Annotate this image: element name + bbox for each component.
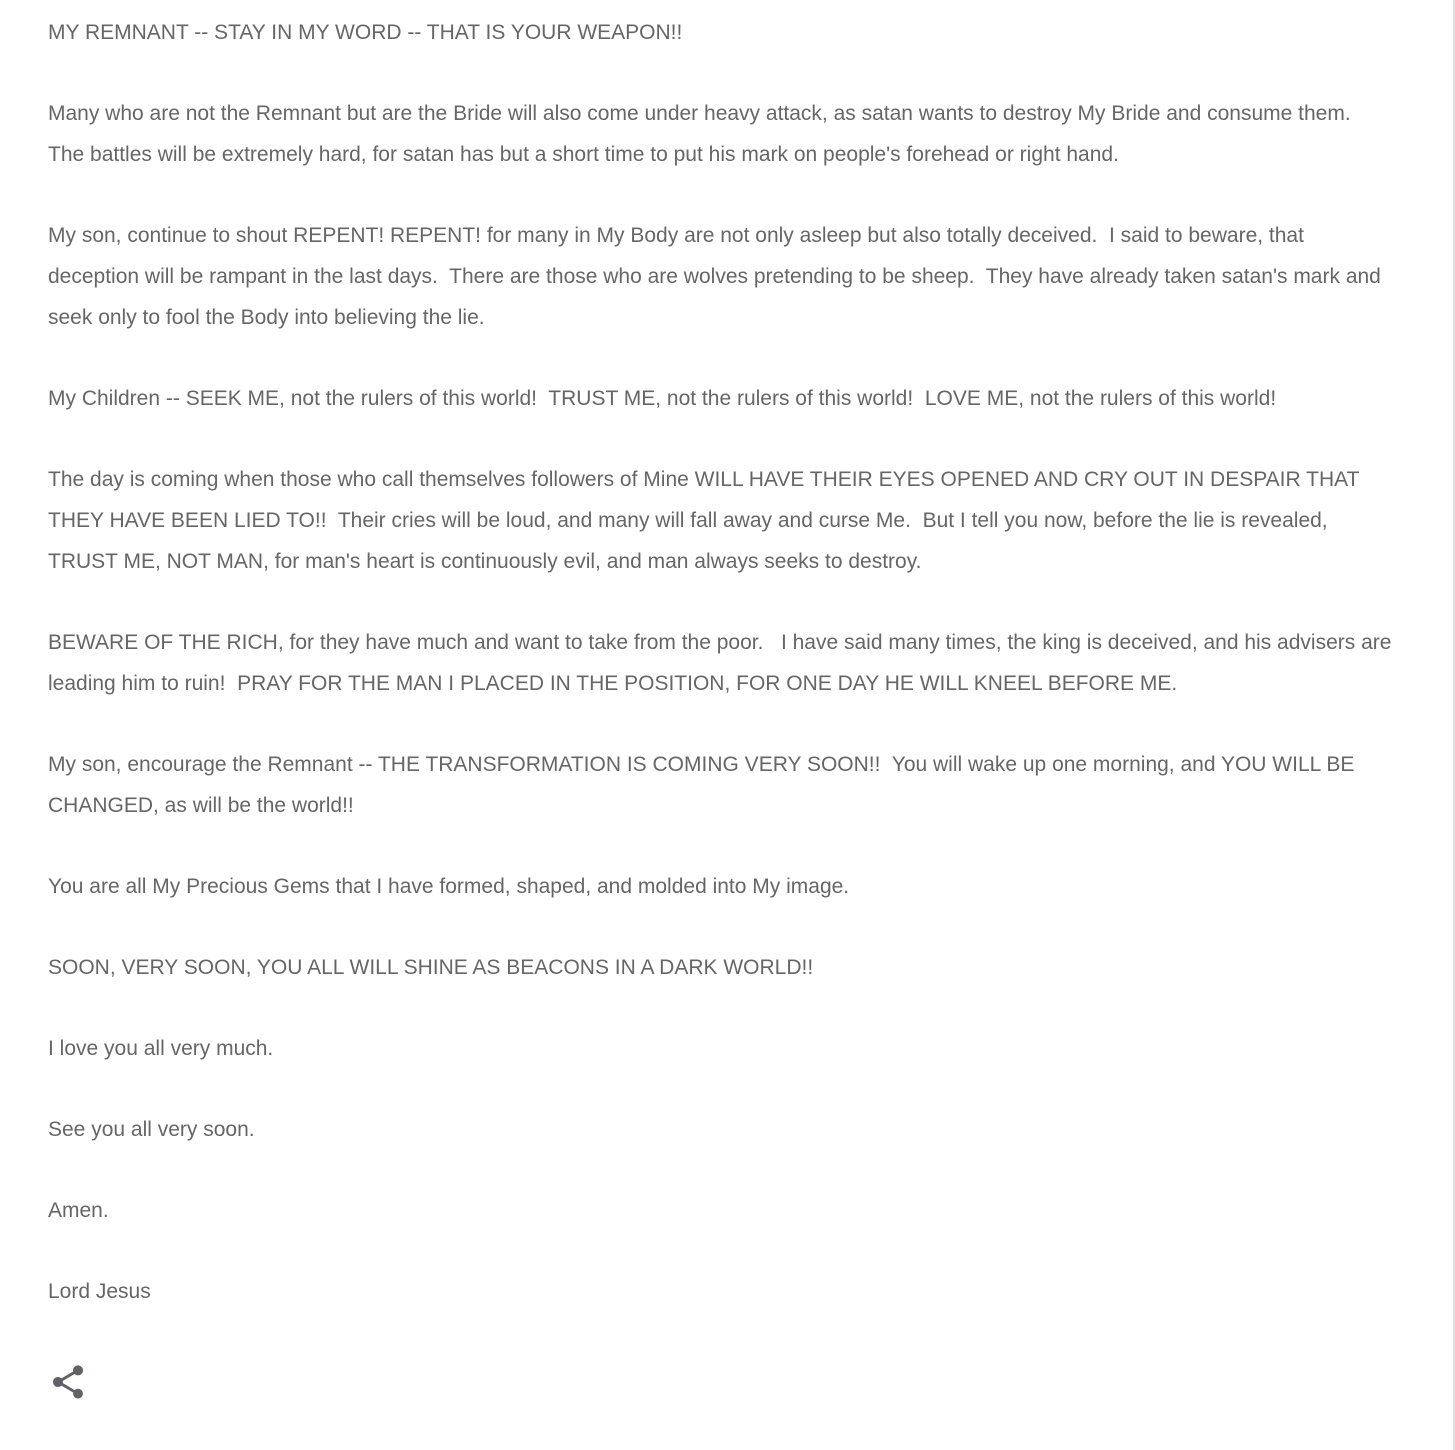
post-paragraph: Amen. — [48, 1199, 109, 1222]
post-paragraph: Many who are not the Remnant but are the Bride will also come under heavy attack, as satan wants to destroy My Bride and consume them. The battles will be extremely hard, for satan has but a short time to put his mark on people's forehead or right hand. — [48, 102, 1362, 166]
post-signature: Lord Jesus — [48, 1280, 151, 1303]
post-paragraph: You are all My Precious Gems that I have formed, shaped, and molded into My image. — [48, 875, 850, 898]
post-paragraph: See you all very soon. — [48, 1118, 255, 1141]
post-paragraph: My son, continue to shout REPENT! REPENT! for many in My Body are not only asleep but also totally deceived. I said to beware, that deception will be rampant in the last days. There are those who are wolves pretending to be sheep. They have already taken satan's mark and seek only to fool the Body into believing the lie. — [48, 224, 1387, 329]
post-paragraph: I love you all very much. — [48, 1037, 274, 1060]
post-heading: MY REMNANT -- STAY IN MY WORD -- THAT IS YOUR WEAPON!! — [48, 21, 683, 44]
share-icon — [48, 1362, 88, 1402]
post-paragraph: BEWARE OF THE RICH, for they have much and want to take from the poor. I have said many times, the king is deceived, and his advisers are leading him to ruin! PRAY FOR THE MAN I PLACED IN THE POSITION, FOR ONE DAY HE WILL KNEEL BEFORE ME. — [48, 631, 1398, 695]
post-paragraph: My son, encourage the Remnant -- THE TRANSFORMATION IS COMING VERY SOON!! You will wake up one morning, and YOU WILL BE CHANGED, as will be the world!! — [48, 753, 1361, 817]
share-button[interactable] — [48, 1362, 88, 1402]
post-body — [48, 12, 1398, 1312]
post-paragraph: The day is coming when those who call themselves followers of Mine WILL HAVE THEIR EYES OPENED AND CRY OUT IN DESPAIR THAT THEY HAVE BEEN LIED TO!! Their cries will be loud, and many will fall away and curse Me. But I tell you now, before the lie is revealed, TRUST ME, NOT MAN, for man's heart is continuously evil, and man always seeks to destroy. — [48, 468, 1365, 573]
post-paragraph: SOON, VERY SOON, YOU ALL WILL SHINE AS BEACONS IN A DARK WORLD!! — [48, 956, 814, 979]
post-paragraph: My Children -- SEEK ME, not the rulers of this world! TRUST ME, not the rulers of this world! LOVE ME, not the rulers of this world! — [48, 387, 1277, 410]
